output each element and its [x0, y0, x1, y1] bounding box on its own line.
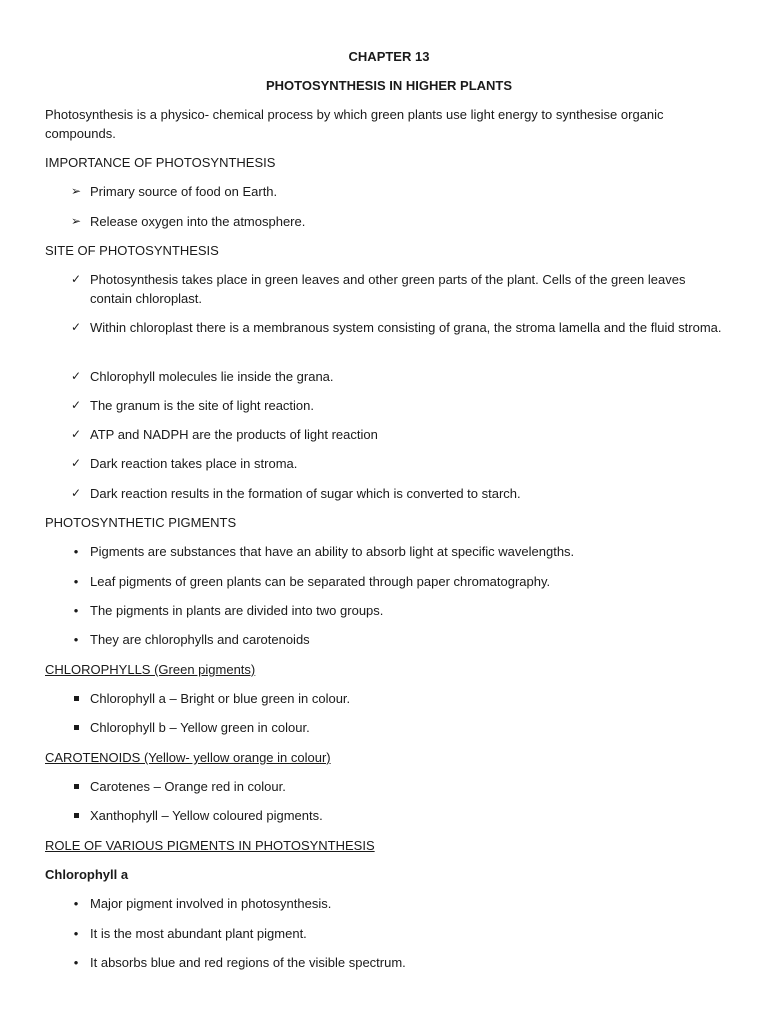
document-title: PHOTOSYNTHESIS IN HIGHER PLANTS — [265, 78, 513, 93]
list-item-text: It is the most abundant plant pigment. — [90, 926, 307, 941]
list-item-text: Within chloroplast there is a membranous system consisting of grana, the stroma lamella and the fluid stroma. — [90, 320, 722, 335]
arrow-bullet-icon: ➢ — [70, 214, 82, 228]
intro-paragraph: Photosynthesis is a physico- chemical process by which green plants use light energy to synthesise organic compounds. — [45, 107, 664, 141]
check-bullet-icon: ✓ — [70, 320, 82, 334]
square-bullet-icon — [67, 718, 85, 737]
arrow-bullet-icon: ➢ — [70, 184, 82, 198]
list-item-text: Carotenes – Orange red in colour. — [90, 779, 286, 794]
square-bullet-icon — [67, 689, 85, 708]
list-item-text: They are chlorophylls and carotenoids — [90, 632, 310, 647]
check-bullet-icon: ✓ — [70, 486, 82, 500]
list-item-text: Chlorophyll a – Bright or blue green in colour. — [90, 691, 351, 706]
dot-bullet-icon: • — [73, 955, 79, 970]
site-heading: SITE OF PHOTOSYNTHESIS — [45, 243, 219, 258]
dot-bullet-icon: • — [73, 603, 79, 618]
list-item-text: The pigments in plants are divided into two groups. — [90, 603, 384, 618]
list-item-text: Leaf pigments of green plants can be separated through paper chromatography. — [90, 574, 551, 589]
importance-heading: IMPORTANCE OF PHOTOSYNTHESIS — [45, 155, 276, 170]
check-bullet-icon: ✓ — [70, 427, 82, 441]
list-item-text: ATP and NADPH are the products of light reaction — [90, 427, 378, 442]
list-item-text: Dark reaction takes place in stroma. — [90, 456, 298, 471]
chlorophylls-heading: CHLOROPHYLLS (Green pigments) — [45, 662, 256, 677]
dot-bullet-icon: • — [73, 574, 79, 589]
list-item-text: Primary source of food on Earth. — [90, 184, 278, 199]
list-item-text: It absorbs blue and red regions of the visible spectrum. — [90, 955, 406, 970]
check-bullet-icon: ✓ — [70, 398, 82, 412]
list-item-text: Chlorophyll b – Yellow green in colour. — [90, 720, 310, 735]
list-item-text: Chlorophyll molecules lie inside the grana. — [90, 369, 334, 384]
list-item-text: Photosynthesis takes place in green leaves and other green parts of the plant. Cells of the green leaves contain chloroplast. — [90, 272, 686, 306]
list-item-text: The granum is the site of light reaction. — [90, 398, 315, 413]
dot-bullet-icon: • — [73, 896, 79, 911]
chapter-label: CHAPTER 13 — [348, 49, 430, 64]
list-item-text: Release oxygen into the atmosphere. — [90, 214, 306, 229]
pigments-heading: PHOTOSYNTHETIC PIGMENTS — [45, 515, 237, 530]
list-item-text: Xanthophyll – Yellow coloured pigments. — [90, 808, 323, 823]
dot-bullet-icon: • — [73, 926, 79, 941]
check-bullet-icon: ✓ — [70, 369, 82, 383]
dot-bullet-icon: • — [73, 544, 79, 559]
chlorophyll-a-subheading: Chlorophyll a — [45, 867, 129, 882]
carotenoids-heading: CAROTENOIDS (Yellow- yellow orange in colour) — [45, 750, 331, 765]
square-bullet-icon — [67, 806, 85, 825]
square-bullet-icon — [67, 777, 85, 796]
list-item-text: Dark reaction results in the formation of sugar which is converted to starch. — [90, 486, 521, 501]
check-bullet-icon: ✓ — [70, 456, 82, 470]
list-item-text: Major pigment involved in photosynthesis. — [90, 896, 332, 911]
role-heading: ROLE OF VARIOUS PIGMENTS IN PHOTOSYNTHESIS — [45, 838, 375, 853]
dot-bullet-icon: • — [73, 632, 79, 647]
list-item-text: Pigments are substances that have an ability to absorb light at specific wavelengths. — [90, 544, 575, 559]
check-bullet-icon: ✓ — [70, 272, 82, 286]
